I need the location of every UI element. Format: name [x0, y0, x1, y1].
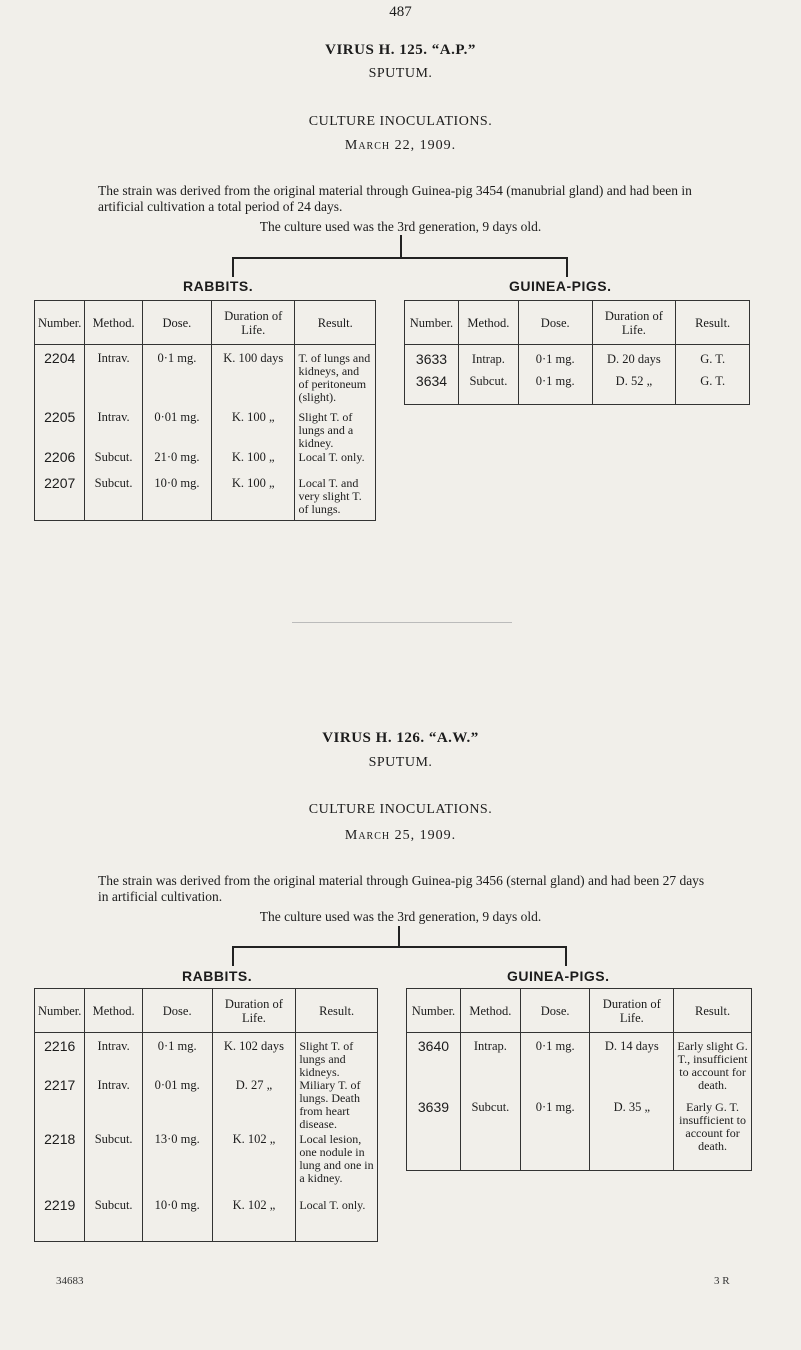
section-divider: [292, 622, 512, 623]
bracket-stem: [398, 926, 400, 946]
section-heading: CULTURE INOCULATIONS.: [308, 802, 493, 817]
table-row: 2206 Subcut. 21·0 mg. K. 100 „ Local T. only.: [35, 451, 376, 477]
col-method: Method.: [85, 989, 142, 1033]
bracket-bar: [232, 946, 566, 948]
specimen-subtitle: SPUTUM.: [368, 755, 433, 770]
col-number: Number.: [35, 989, 85, 1033]
col-result: Result.: [295, 301, 376, 345]
footer-print-code: 34683: [56, 1275, 84, 1287]
bracket-stem: [400, 235, 402, 257]
table-row: 3634 Subcut. 0·1 mg. D. 52 „ G. T.: [405, 375, 750, 405]
col-duration: Duration of Life.: [212, 301, 295, 345]
col-dose: Dose.: [142, 301, 211, 345]
table-row: 3633 Intrap. 0·1 mg. D. 20 days G. T.: [405, 345, 750, 375]
col-method: Method.: [458, 301, 518, 345]
date: March 22, 1909.: [344, 138, 457, 153]
page-number: 487: [389, 4, 412, 20]
col-result: Result.: [676, 301, 750, 345]
table-row: 3639 Subcut. 0·1 mg. D. 35 „ Early G. T. insufficient to account for death.: [407, 1101, 752, 1171]
footer-signature-mark: 3 R: [714, 1275, 730, 1287]
table-row: 2207 Subcut. 10·0 mg. K. 100 „ Local T. and very slight T. of lungs.: [35, 477, 376, 521]
table-row: 2216 Intrav. 0·1 mg. K. 102 days Slight T. of lungs and kidneys.: [35, 1033, 378, 1080]
table-row: 2205 Intrav. 0·01 mg. K. 100 „ Slight T. of lungs and a kidney.: [35, 411, 376, 451]
col-dose: Dose.: [518, 301, 592, 345]
col-dose: Dose.: [520, 989, 590, 1033]
section-heading: CULTURE INOCULATIONS.: [308, 114, 493, 129]
bracket-right: [566, 257, 568, 277]
rabbits-table: [34, 300, 376, 521]
rabbits-label: RABBITS.: [183, 278, 254, 294]
col-method: Method.: [85, 301, 142, 345]
guinea-pigs-table: [404, 300, 750, 405]
guinea-pigs-label: GUINEA-PIGS.: [509, 278, 612, 294]
col-number: Number.: [35, 301, 85, 345]
bracket-right: [565, 946, 567, 966]
col-duration: Duration of Life.: [212, 989, 296, 1033]
col-duration: Duration of Life.: [592, 301, 676, 345]
rabbits-label: RABBITS.: [182, 968, 253, 984]
rabbits-table: [34, 988, 378, 1242]
table-row: 2217 Intrav. 0·01 mg. D. 27 „ Miliary T. of lungs. Death from heart disease.: [35, 1079, 378, 1133]
specimen-subtitle: SPUTUM.: [368, 66, 433, 81]
strain-description: The strain was derived from the original material through Guinea-pig 3454 (manubrial gland) and had been in artificial cultivation a total period of 24 days.: [98, 183, 692, 214]
strain-description: The strain was derived from the original material through Guinea-pig 3456 (sternal gland) and had been 27 days in artificial cultivation.: [98, 873, 705, 904]
guinea-pigs-table: [406, 988, 752, 1171]
bracket-bar: [232, 257, 567, 259]
table-row: 2218 Subcut. 13·0 mg. K. 102 „ Local lesion, one nodule in lung and one in a kidney.: [35, 1133, 378, 1199]
col-result: Result.: [296, 989, 378, 1033]
col-method: Method.: [460, 989, 520, 1033]
col-dose: Dose.: [142, 989, 212, 1033]
col-number: Number.: [407, 989, 461, 1033]
col-result: Result.: [674, 989, 752, 1033]
table-row: 3640 Intrap. 0·1 mg. D. 14 days Early slight G. T., insufficient to account for death.: [407, 1033, 752, 1101]
virus-title: VIRUS H. 125. “A.P.”: [325, 42, 476, 58]
bracket-left: [232, 257, 234, 277]
guinea-pigs-label: GUINEA-PIGS.: [507, 968, 610, 984]
table-row: 2204 Intrav. 0·1 mg. K. 100 days T. of lungs and kidneys, and of peritoneum (slight).: [35, 345, 376, 411]
virus-title: VIRUS H. 126. “A.W.”: [322, 730, 479, 746]
date: March 25, 1909.: [344, 828, 457, 843]
table-row: 2219 Subcut. 10·0 mg. K. 102 „ Local T. only.: [35, 1199, 378, 1241]
col-number: Number.: [405, 301, 459, 345]
culture-note: The culture used was the 3rd generation, 9 days old.: [259, 909, 542, 924]
col-duration: Duration of Life.: [590, 989, 674, 1033]
culture-note: The culture used was the 3rd generation, 9 days old.: [259, 219, 542, 234]
bracket-left: [232, 946, 234, 966]
